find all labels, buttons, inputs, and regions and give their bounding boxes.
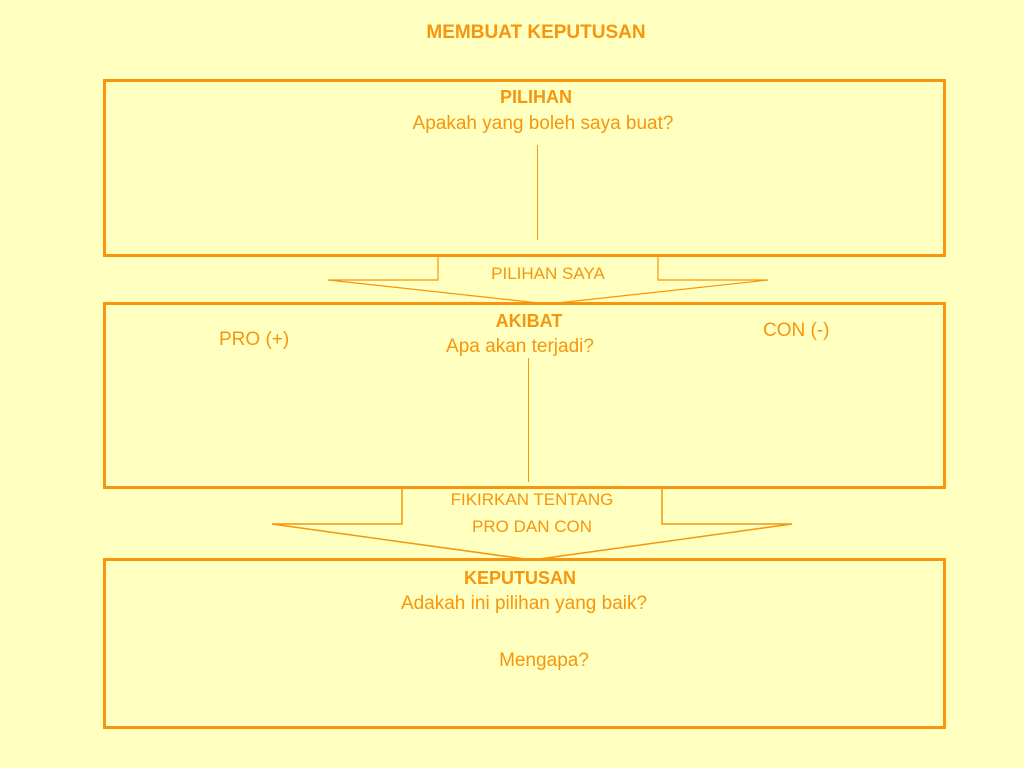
arrow-label-fikirkan-line2: PRO DAN CON	[472, 517, 592, 536]
choice-heading: PILIHAN	[500, 87, 572, 107]
page-title: MEMBUAT KEPUTUSAN	[426, 22, 646, 43]
consequence-divider	[528, 358, 529, 482]
con-label: CON (-)	[763, 320, 830, 341]
decision-question: Adakah ini pilihan yang baik?	[400, 593, 648, 614]
arrow-label-pilihan-saya: PILIHAN SAYA	[491, 264, 605, 283]
consequence-question: Apa akan terjadi?	[446, 336, 594, 357]
choice-divider	[537, 145, 538, 240]
arrow-label-fikirkan-line1: FIKIRKAN TENTANG	[450, 490, 614, 509]
decision-heading: KEPUTUSAN	[463, 568, 576, 588]
choice-question: Apakah yang boleh saya buat?	[412, 113, 674, 134]
decision-why: Mengapa?	[499, 650, 589, 671]
consequence-heading: AKIBAT	[495, 311, 563, 331]
pro-label: PRO (+)	[219, 329, 290, 350]
